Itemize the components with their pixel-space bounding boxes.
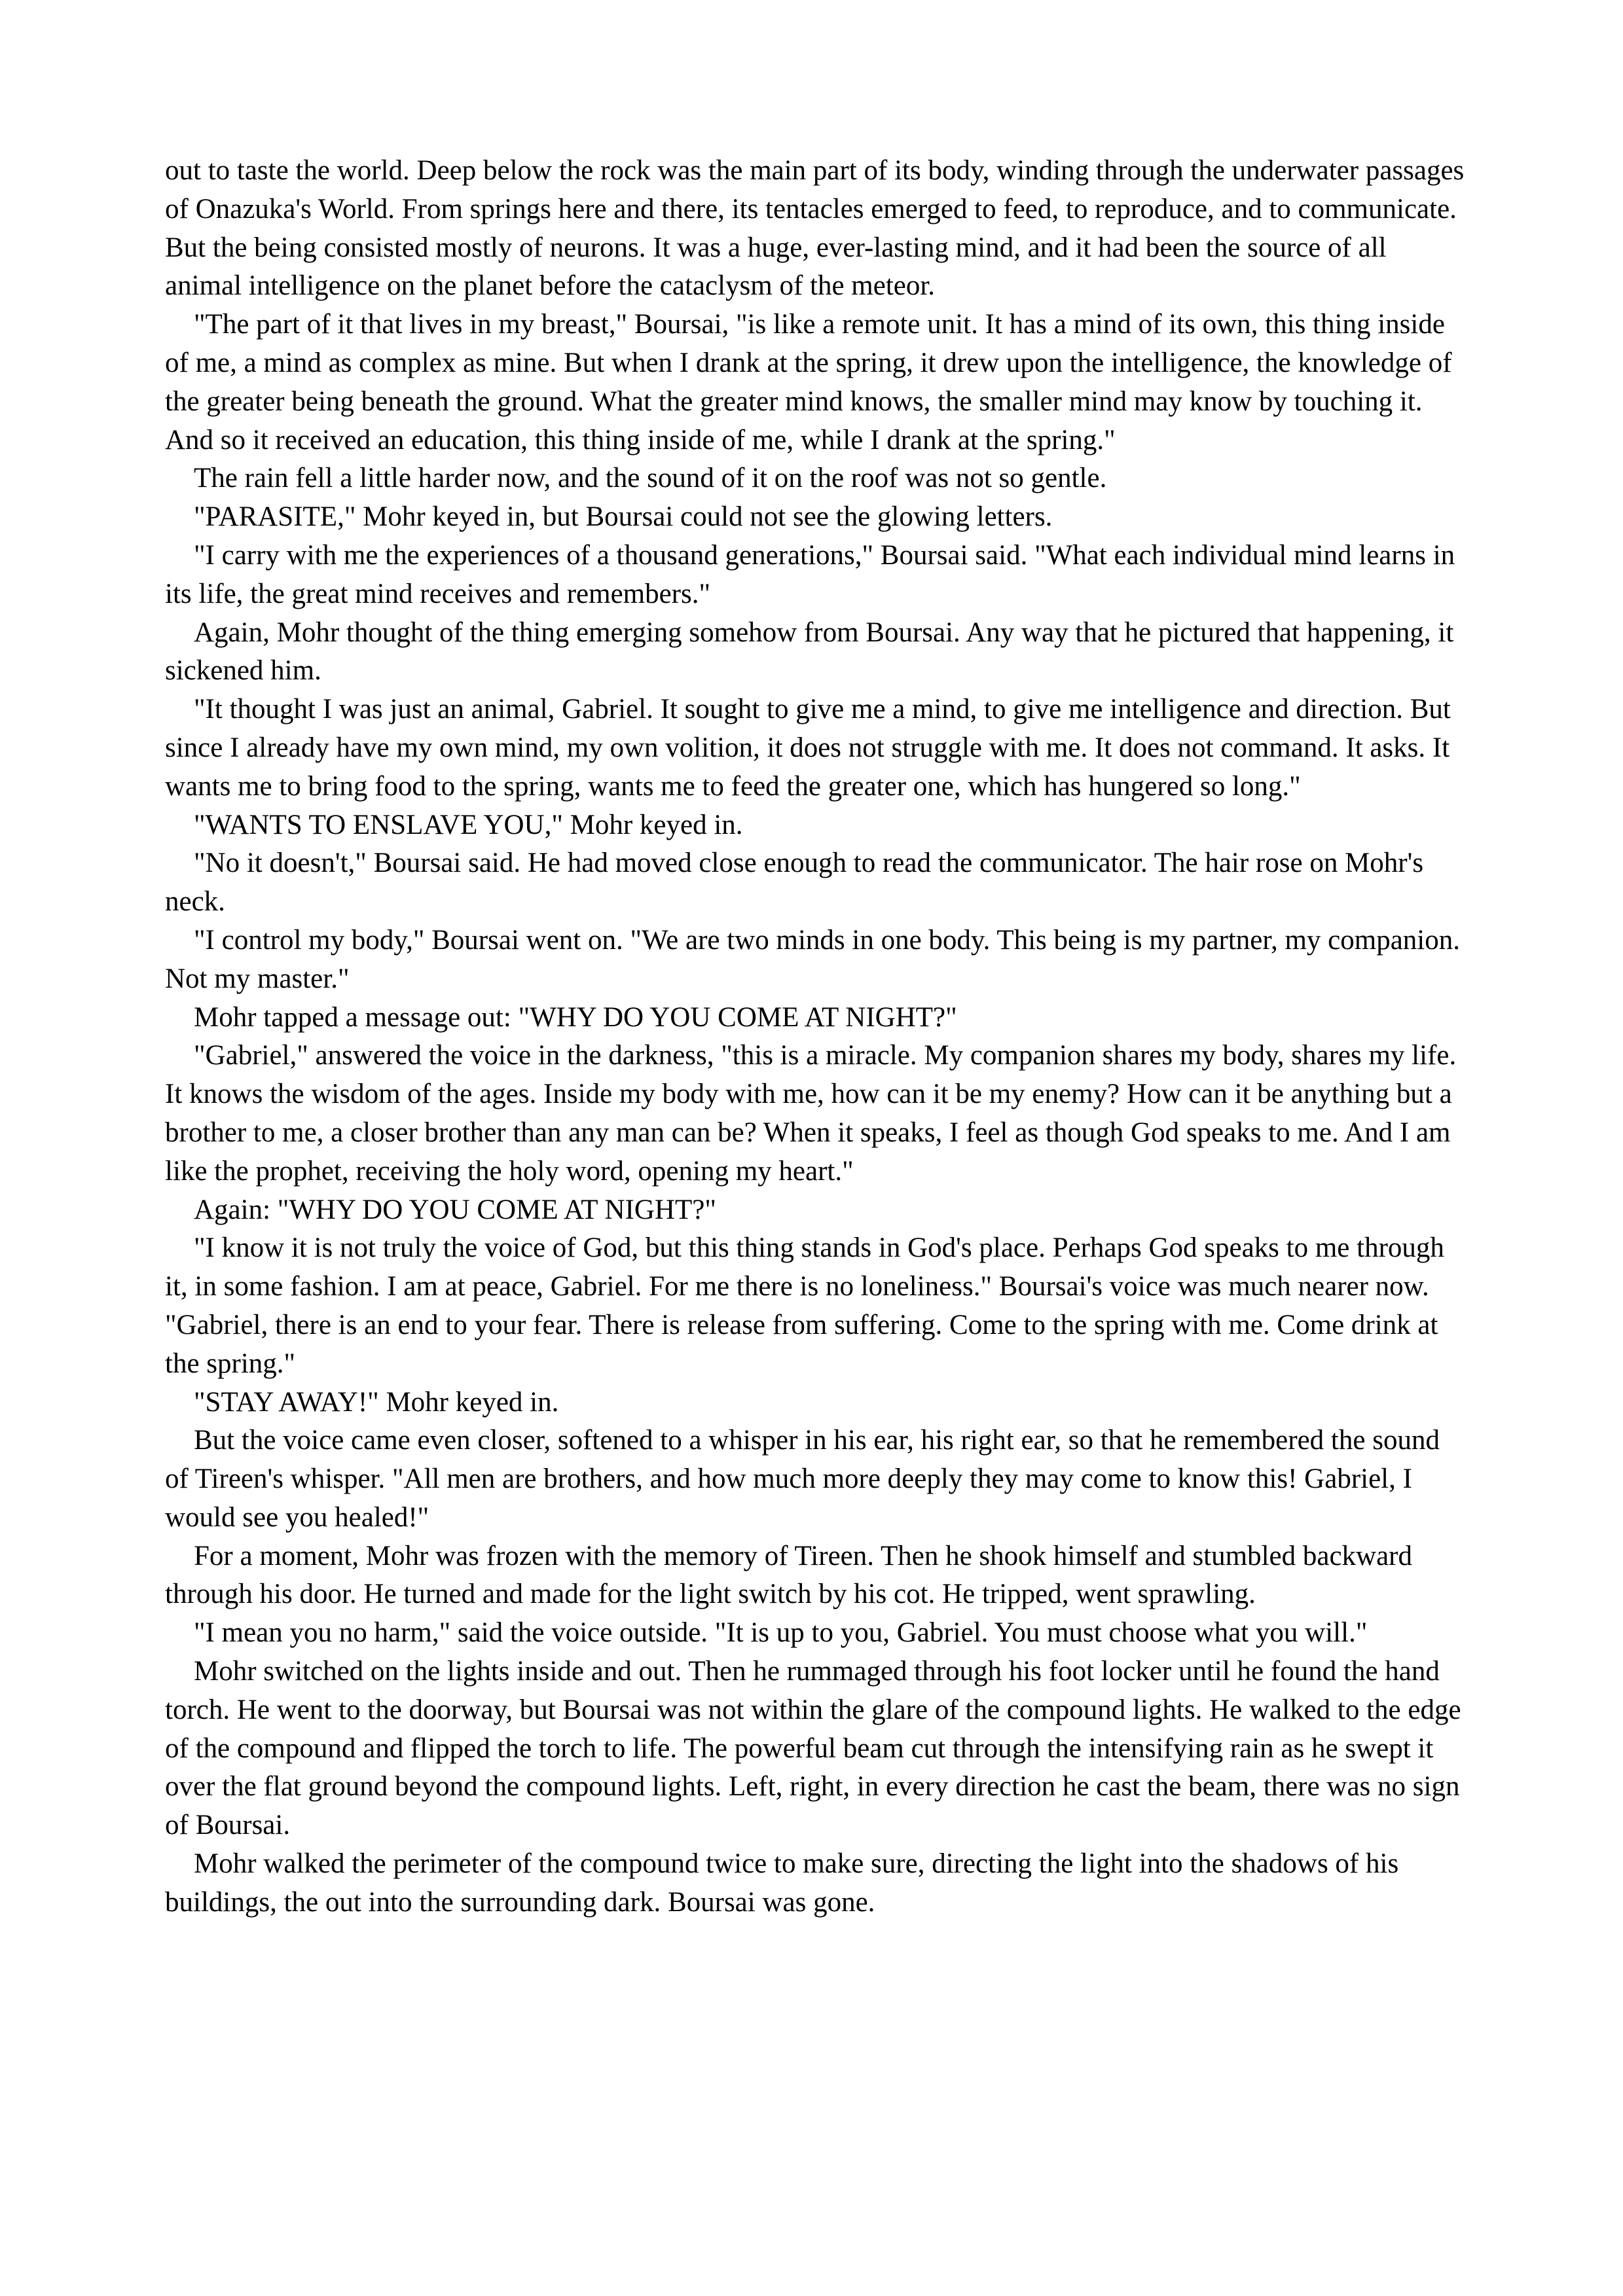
paragraph-12: "Gabriel," answered the voice in the darkness, "this is a miracle. My companion shares my body, shares my life. It knows the wisdom of the ages. Inside my body with me, how can it be my enemy? How can it be anything but a brother to me, a closer brother than any man can be? When it speaks, I feel as though God speaks to me. And I am like the prophet, receiving the holy word, opening my heart."	[165, 1040, 1457, 1187]
paragraph-13: Again: "WHY DO YOU COME AT NIGHT?"	[194, 1194, 716, 1225]
paragraph-5: "I carry with me the experiences of a thousand generations," Boursai said. "What each individual mind learns in its life, the great mind receives and remembers."	[165, 539, 1455, 609]
paragraph-9: "No it doesn't," Boursai said. He had moved close enough to read the communicator. The hair rose on Mohr's neck.	[165, 848, 1424, 918]
paragraph-1: out to taste the world. Deep below the rock was the main part of its body, winding through the underwater passages of Onazuka's World. From springs here and there, its tentacles emerged to feed, to reproduce, and to communicate. But the being consisted mostly of neurons. It was a huge, ever-lasting mind, and it had been the source of all animal intelligence on the planet before the cataclysm of the meteor.	[165, 155, 1465, 302]
paragraph-7: "It thought I was just an animal, Gabriel. It sought to give me a mind, to give me intelligence and direction. But since I already have my own mind, my own volition, it does not struggle with me. It does not command. It asks. It wants me to bring food to the spring, wants me to feed the greater one, which has hungered so long."	[165, 694, 1451, 802]
paragraph-20: Mohr walked the perimeter of the compound twice to make sure, directing the light into the shadows of his buildings, the out into the surrounding dark. Boursai was gone.	[165, 1848, 1399, 1918]
paragraph-2: "The part of it that lives in my breast," Boursai, "is like a remote unit. It has a mind of its own, this thing inside of me, a mind as complex as mine. But when I drank at the spring, it drew upon the intelligence, the knowledge of the greater being beneath the ground. What the greater mind knows, the smaller mind may know by touching it. And so it received an education, this thing inside of me, while I drank at the spring."	[165, 309, 1452, 456]
paragraph-19: Mohr switched on the lights inside and out. Then he rummaged through his foot locker until he found the hand torch. He went to the doorway, but Boursai was not within the glare of the compound lights. He walked to the edge of the compound and flipped the torch to life. The powerful beam cut through the intensifying rain as he swept it over the flat ground beyond the compound lights. Left, right, in every direction he cast the beam, there was no sign of Boursai.	[165, 1656, 1461, 1841]
paragraph-6: Again, Mohr thought of the thing emerging somehow from Boursai. Any way that he pictured that happening, it sickened him.	[165, 617, 1454, 687]
paragraph-15: "STAY AWAY!" Mohr keyed in.	[194, 1386, 559, 1418]
paragraph-4: "PARASITE," Mohr keyed in, but Boursai could not see the glowing letters.	[194, 501, 1053, 533]
paragraph-10: "I control my body," Boursai went on. "We are two minds in one body. This being is my partner, my companion. Not my master."	[165, 924, 1460, 994]
document-page	[165, 152, 1468, 1922]
paragraph-17: For a moment, Mohr was frozen with the memory of Tireen. Then he shook himself and stumbled backward through his door. He turned and made for the light switch by his cot. He tripped, went sprawling.	[165, 1540, 1412, 1610]
paragraph-8: "WANTS TO ENSLAVE YOU," Mohr keyed in.	[194, 809, 743, 840]
paragraph-18: "I mean you no harm," said the voice outside. "It is up to you, Gabriel. You must choose what you will."	[194, 1617, 1368, 1649]
paragraph-16: But the voice came even closer, softened to a whisper in his ear, his right ear, so that he remembered the sound of Tireen's whisper. "All men are brothers, and how much more deeply they may come to know this! Gabriel, I would see you healed!"	[165, 1425, 1440, 1533]
paragraph-11: Mohr tapped a message out: "WHY DO YOU COME AT NIGHT?"	[194, 1001, 957, 1033]
paragraph-3: The rain fell a little harder now, and the sound of it on the roof was not so gentle.	[194, 463, 1107, 494]
paragraph-14: "I know it is not truly the voice of God, but this thing stands in God's place. Perhaps God speaks to me through it, in some fashion. I am at peace, Gabriel. For me there is no loneliness." Boursai's voice was much nearer now. "Gabriel, there is an end to your fear. There is release from suffering. Come to the spring with me. Come drink at the spring."	[165, 1232, 1444, 1379]
